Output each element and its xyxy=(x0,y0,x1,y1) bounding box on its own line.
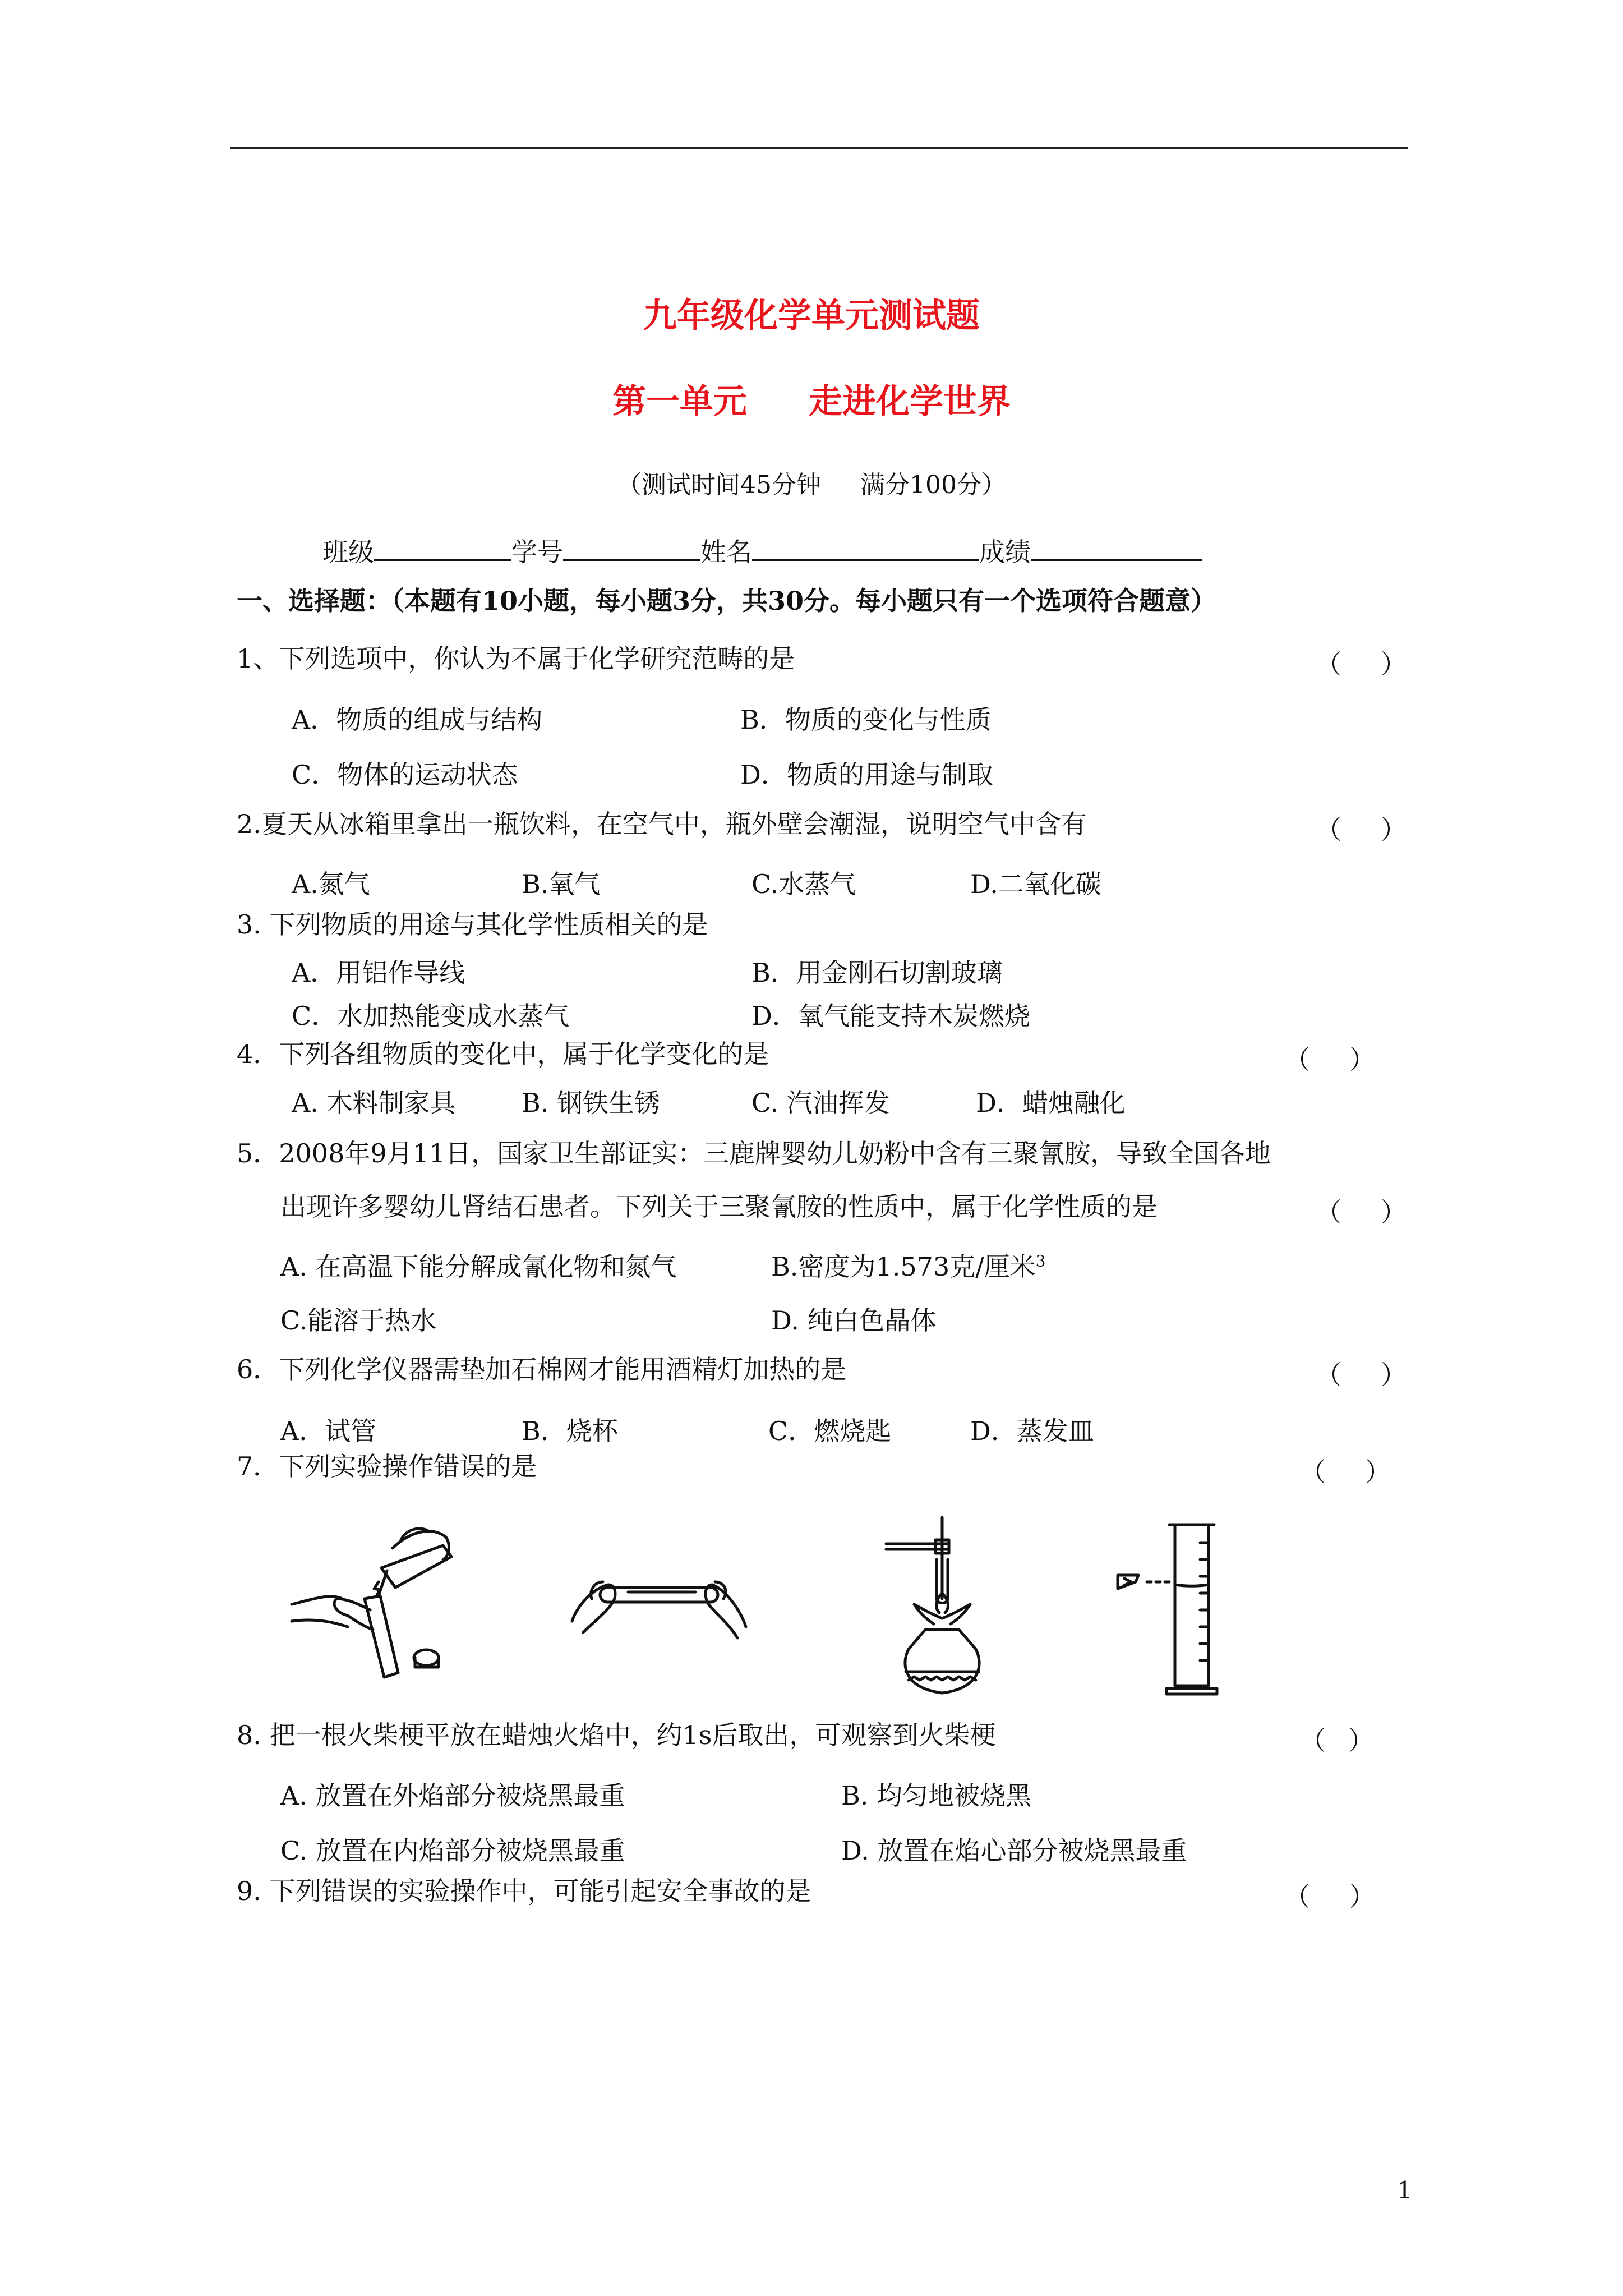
q3-option-a: A．用铝作导线 xyxy=(292,958,465,988)
answer-paren-9[interactable] xyxy=(1284,1876,1375,1913)
q5-option-a: A. 在高温下能分解成氰化物和氮气 xyxy=(280,1251,677,1282)
question-5-stem-line1: 5．2008年9月11日，国家卫生部证实：三鹿牌婴幼儿奶粉中含有三聚氰胺，导致全国各地 xyxy=(237,1138,1271,1168)
header-rule xyxy=(230,147,1408,149)
q2-option-a: A.氮气 xyxy=(292,869,370,899)
q8-option-d: D. 放置在焰心部分被烧黑最重 xyxy=(841,1835,1187,1866)
q3-option-c: C．水加热能变成水蒸气 xyxy=(292,1001,570,1031)
q3-option-b: B．用金刚石切割玻璃 xyxy=(751,958,1003,988)
q5-option-d: D. 纯白色晶体 xyxy=(771,1305,937,1336)
answer-paren-7[interactable] xyxy=(1300,1452,1391,1489)
question-7-stem: 7．下列实验操作错误的是 xyxy=(237,1451,537,1481)
q4-option-a: A. 木料制家具 xyxy=(292,1088,456,1118)
name-blank[interactable] xyxy=(752,536,979,561)
q4-option-b: B. 钢铁生锈 xyxy=(522,1088,661,1118)
answer-paren-4[interactable] xyxy=(1284,1039,1375,1076)
question-1-stem: 1、下列选项中，你认为不属于化学研究范畴的是 xyxy=(237,643,795,674)
paren-close: ） xyxy=(1381,815,1407,845)
q2-option-b: B.氧气 xyxy=(522,869,601,899)
class-blank[interactable] xyxy=(374,536,511,561)
test-info xyxy=(0,464,1623,500)
q5-option-b-text: B.密度为1.573克/厘米 xyxy=(771,1251,1036,1282)
paren-close: ） xyxy=(1365,1457,1391,1487)
q2-option-c: C.水蒸气 xyxy=(751,869,856,899)
paren-close: ） xyxy=(1349,1045,1375,1075)
q1-option-d: D．物质的用途与制取 xyxy=(740,760,993,790)
q5-option-c: C.能溶于热水 xyxy=(280,1305,437,1336)
paren-open: （ xyxy=(1316,649,1341,679)
question-3-stem: 3. 下列物质的用途与其化学性质相关的是 xyxy=(237,909,708,940)
q3-option-d: D．氧气能支持木炭燃烧 xyxy=(751,1001,1030,1031)
answer-paren-2[interactable] xyxy=(1316,809,1407,846)
paren-open: （ xyxy=(1284,1881,1310,1912)
unit-name: 走进化学世界 xyxy=(809,382,1011,421)
page-number: 1 xyxy=(1397,2177,1412,2204)
grade-label: 成绩 xyxy=(979,537,1031,567)
answer-paren-8[interactable] xyxy=(1300,1720,1374,1757)
q6-option-b: B．烧杯 xyxy=(522,1416,618,1446)
figure-hold-test-tube xyxy=(561,1559,763,1649)
q5-option-b-exponent: 3 xyxy=(1035,1251,1046,1271)
q2-option-d: D.二氧化碳 xyxy=(970,869,1101,899)
paren-open: （ xyxy=(1300,1457,1326,1487)
q6-option-d: D．蒸发皿 xyxy=(970,1416,1094,1446)
paren-open: （ xyxy=(1300,1726,1326,1756)
figure-add-solid-to-tube xyxy=(280,1515,471,1683)
answer-paren-6[interactable] xyxy=(1316,1355,1407,1392)
question-8-stem: 8. 把一根火柴梗平放在蜡烛火焰中，约1s后取出，可观察到火柴梗 xyxy=(237,1720,996,1750)
q4-option-c: C. 汽油挥发 xyxy=(751,1088,890,1118)
q8-option-a: A. 放置在外焰部分被烧黑最重 xyxy=(280,1780,625,1811)
unit-number: 第一单元 xyxy=(612,382,747,421)
question-9-stem: 9. 下列错误的实验操作中，可能引起安全事故的是 xyxy=(237,1876,811,1906)
figure-read-graduated-cylinder xyxy=(1113,1520,1242,1700)
answer-paren-1[interactable] xyxy=(1316,644,1407,681)
unit-title xyxy=(0,375,1623,423)
question-4-stem: 4．下列各组物质的变化中，属于化学变化的是 xyxy=(237,1039,769,1069)
figure-alcohol-lamp-heating xyxy=(880,1515,1026,1705)
student-info-row xyxy=(322,532,1202,569)
q8-option-c: C. 放置在内焰部分被烧黑最重 xyxy=(280,1835,625,1866)
question-5-stem-line2: 出现许多婴幼儿肾结石患者。下列关于三聚氰胺的性质中，属于化学性质的是 xyxy=(280,1191,1158,1222)
paren-close: ） xyxy=(1348,1726,1374,1756)
q5-option-b xyxy=(771,1246,1045,1283)
question-2-stem: 2.夏天从冰箱里拿出一瓶饮料，在空气中，瓶外壁会潮湿，说明空气中含有 xyxy=(237,809,1087,839)
q4-option-d: D．蜡烛融化 xyxy=(976,1088,1126,1118)
paren-close: ） xyxy=(1349,1881,1375,1912)
question-6-stem: 6．下列化学仪器需垫加石棉网才能用酒精灯加热的是 xyxy=(237,1354,847,1384)
answer-paren-5[interactable] xyxy=(1316,1192,1407,1229)
paren-close: ） xyxy=(1381,1197,1407,1227)
name-label: 姓名 xyxy=(700,537,752,567)
q1-option-b: B．物质的变化与性质 xyxy=(740,705,992,735)
paren-open: （ xyxy=(1284,1045,1310,1075)
paren-close: ） xyxy=(1381,1360,1407,1390)
paren-open: （ xyxy=(1316,815,1341,845)
class-label: 班级 xyxy=(322,537,374,567)
paren-open: （ xyxy=(1316,1360,1341,1390)
time-info: （测试时间45分钟 xyxy=(617,471,821,499)
score-info: 满分100分） xyxy=(860,471,1006,499)
paren-close: ） xyxy=(1381,649,1407,679)
q6-option-a: A．试管 xyxy=(280,1416,377,1446)
page-title: 九年级化学单元测试题 xyxy=(643,296,980,335)
student-id-blank[interactable] xyxy=(563,536,700,561)
section-heading: 一、选择题：（本题有10小题，每小题3分，共30分。每小题只有一个选项符合题意） xyxy=(237,586,1217,616)
q8-option-b: B. 均匀地被烧黑 xyxy=(841,1780,1032,1811)
q1-option-c: C．物体的运动状态 xyxy=(292,760,518,790)
grade-blank[interactable] xyxy=(1031,536,1202,561)
student-id-label: 学号 xyxy=(511,537,563,567)
paren-open: （ xyxy=(1316,1197,1341,1227)
q6-option-c: C．燃烧匙 xyxy=(768,1416,892,1446)
q1-option-a: A．物质的组成与结构 xyxy=(292,705,543,735)
